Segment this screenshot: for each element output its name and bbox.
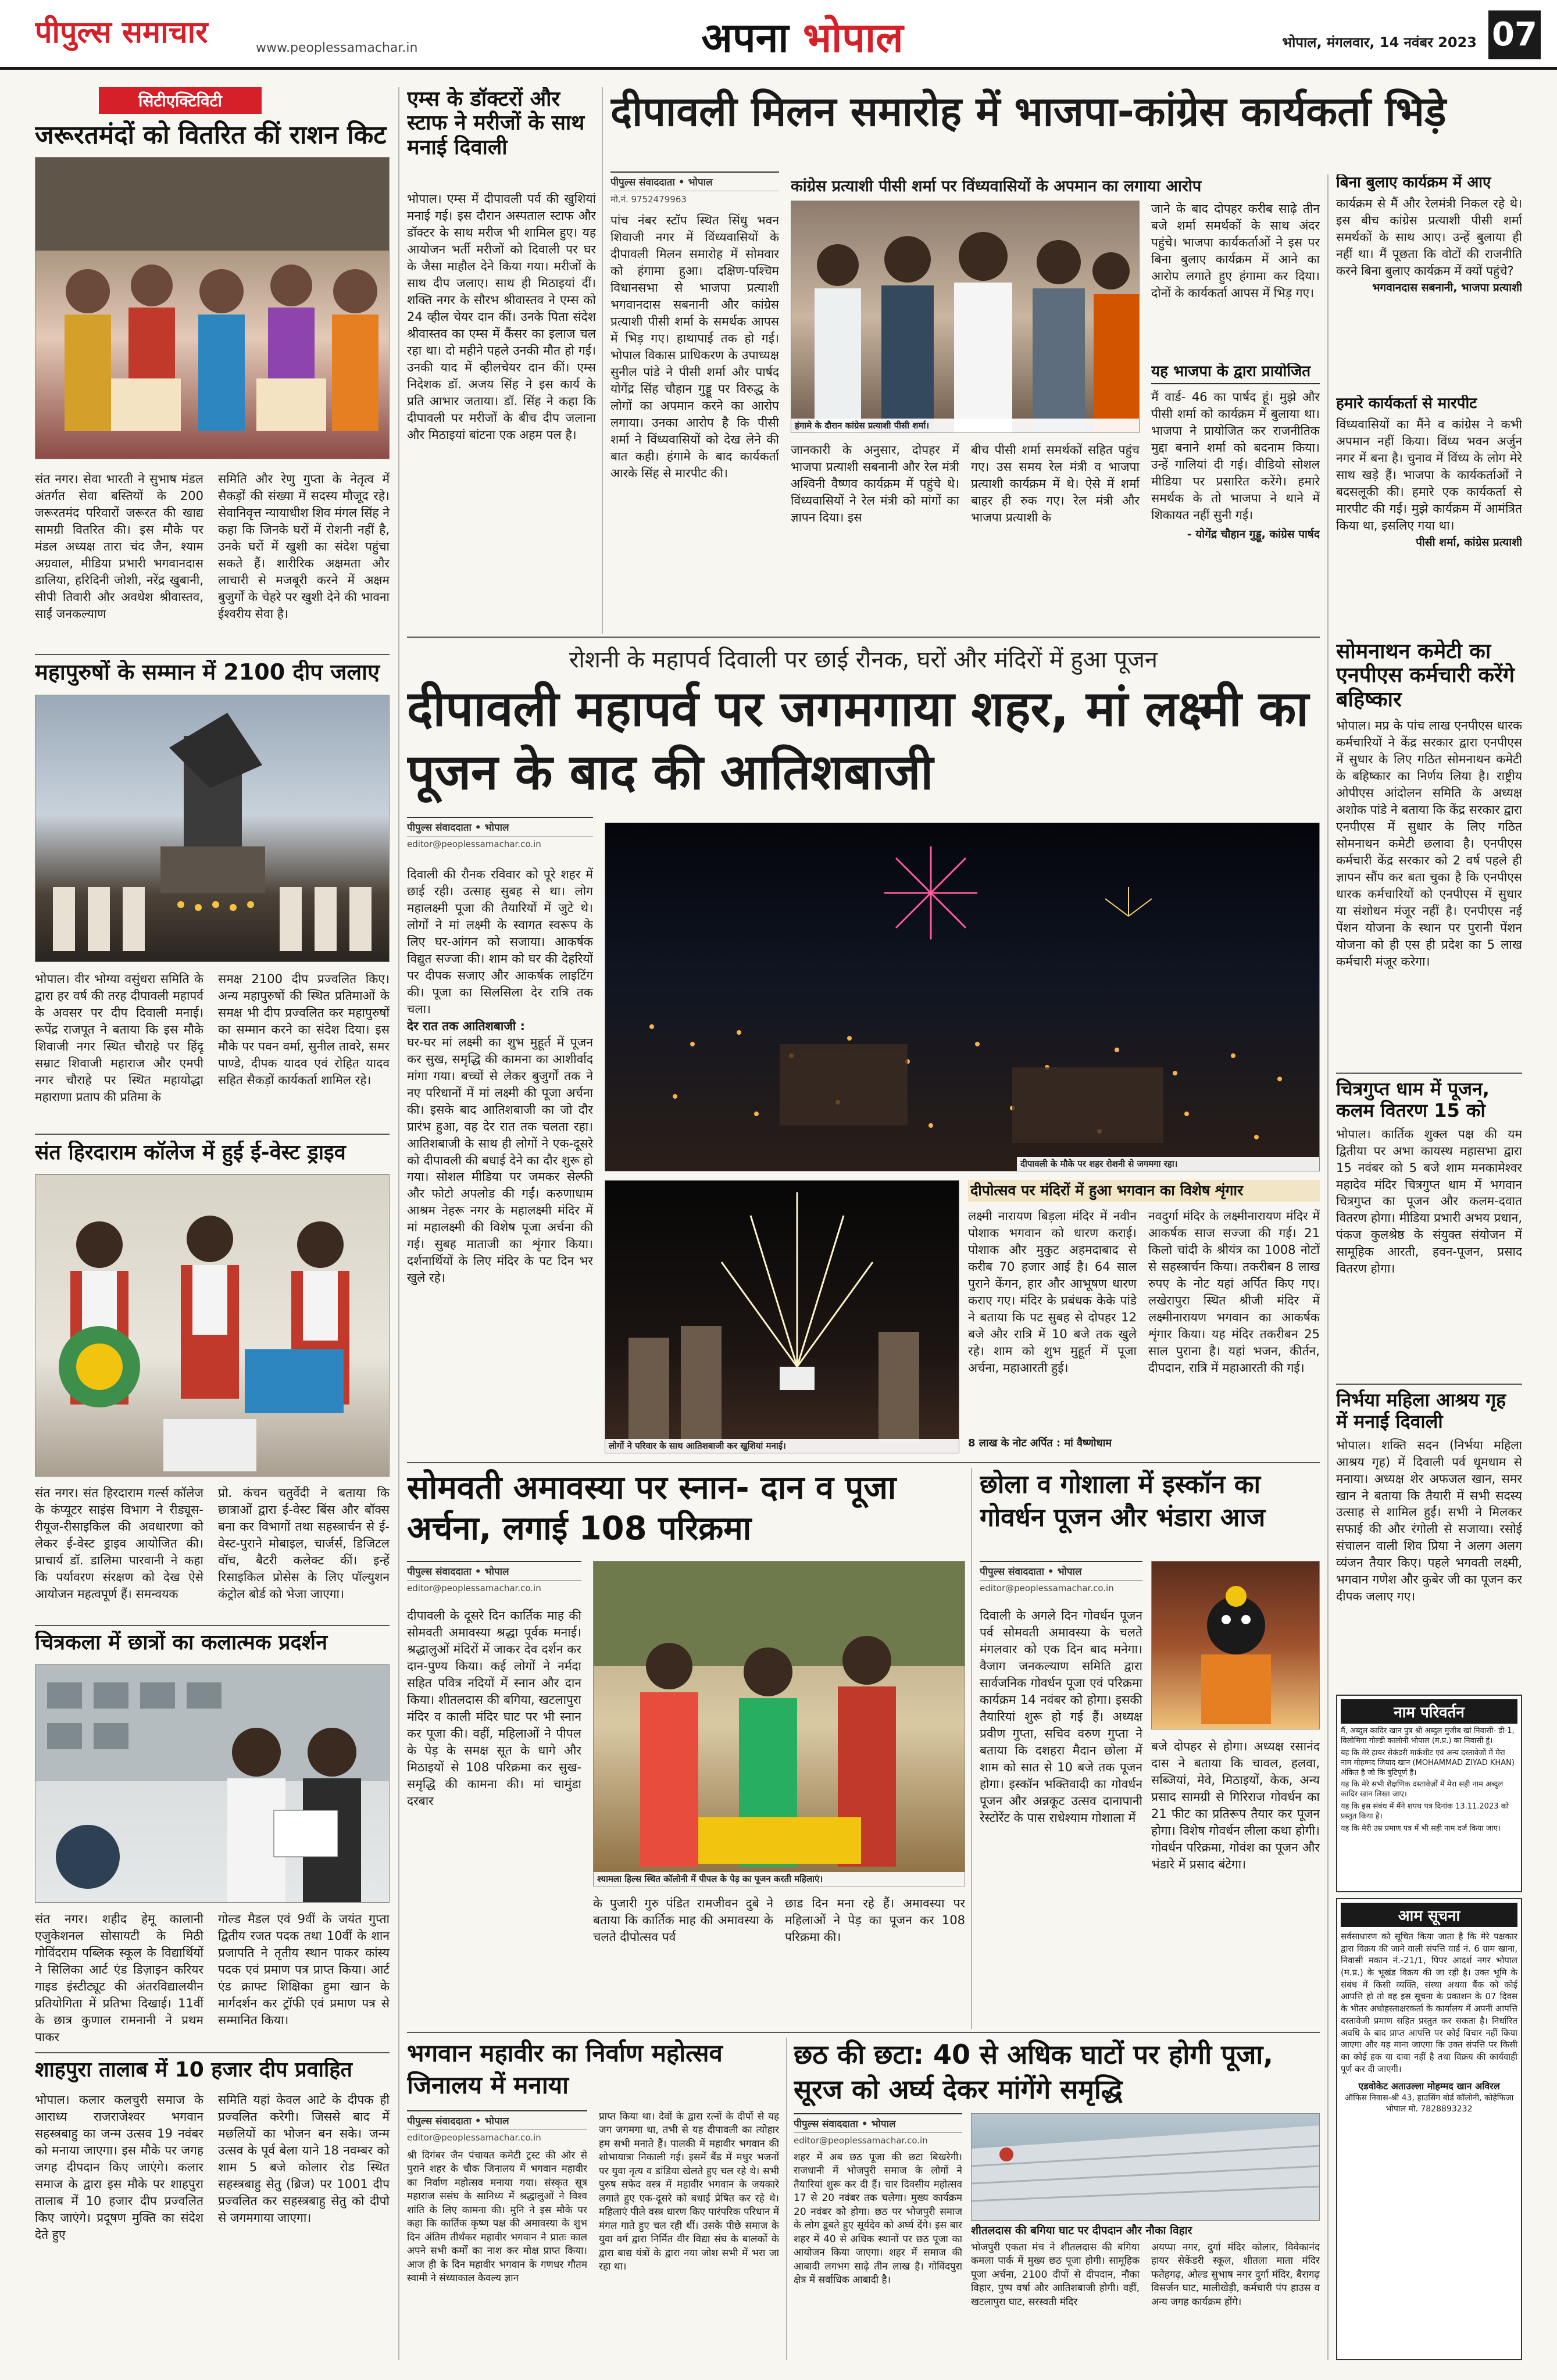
shahpura-body-1: भोपाल। कलार कलचुरी समाज के आराध्य राजराजेश्वर भगवान सहस्त्रबाहु का जन्म उत्सव 19 नवंबर को मनाया जाएगा। इस मौके पर जगह जगह दीपदान किए जाएंगे। कलार समाज के द्वारा इस मौके पर शाहपुरा तालाब में 10 हजार दीप प्रज्वलित किए जाएंगे। प्रदूषण मुक्ति का संदेश देते हुए [35, 2093, 203, 2242]
city-activity-section [35, 87, 390, 651]
diwali-byline-box [407, 817, 593, 863]
mahapurush-section [35, 660, 390, 1131]
milan-photo-art [791, 201, 1140, 433]
peepal-puja-caption: श्यामला हिल्स स्थित कॉलोनी में पीपल के पेड़ का पूजन करती महिलाएं। [594, 1872, 965, 1886]
iskcon-email[interactable]: editor@peoplessamachar.co.in [980, 1583, 1114, 1593]
diwali-kicker: रोशनी के महापर्व दिवाली पर छाई रौनक, घरों और मंदिरों में हुआ पूजन [569, 646, 1158, 673]
drawing-award-photo [35, 1664, 390, 1903]
divider [35, 2052, 390, 2053]
name-change-item: यह कि मेरी उम्र प्रमाण पत्र में भी सही नाम दर्ज किया जाए। [1341, 1824, 1501, 1834]
divider [407, 1462, 1320, 1463]
milan-side-quote-1 [1336, 174, 1522, 389]
chitragupt-body: भोपाल। कार्तिक शुक्ल पक्ष की यम द्वितीया पर अभा कायस्थ महासभा द्वारा 15 नवंबर को 5 बजे शाम मनकामेश्वर महादेव मंदिर चित्रगुप्त धाम में भगवान चित्रगुप्त का पूजन और कलम-दवात वितरण होगा। मीडिया प्रभारी अभय प्रधान, पंकज कुलश्रेष्ठ के संयुक्त संयोजन में सामूहिक आरती, हवन-पूजन, प्रसाद वितरण होगा। [1336, 1127, 1522, 1276]
public-notice-title: आम सूचना [1341, 1903, 1517, 1927]
govardhan-photo-art [1152, 1561, 1320, 1729]
amavasya-byline-box [407, 1561, 581, 1602]
ewaste-drive-photo [35, 1174, 390, 1477]
milan-body-1: पांच नंबर स्टॉप स्थित सिंधु भवन शिवाजी नगर में विंध्यवासियों के दीपावली मिलन समारोह में सोमवार को हंगामा हुआ। दक्षिण-पश्चिम विधानसभा से भाजपा प्रत्याशी भगवानदास सबनानी और कांग्रेस प्रत्याशी पीसी शर्मा के समर्थक आपस में भिड़ गए। हाथापाई तक हो गई। भोपाल विकास प्राधिकरण के उपाध्यक्ष सुनील पांडे ने पीसी शर्मा और पार्षद योगेंद्र सिंह चौहान गुड्डू पर विरुद्ध के लोगों का अपमान करने का आरोप लगाया। उनका आरोप है कि पीसी शर्मा ने विंध्यवासियों को देख लेने की बात कही। हंगामे के बाद कार्यकर्ता आरके सिंह से मारपीट की। [610, 213, 779, 480]
temple-body-2: नवदुर्गा मंदिर के लक्ष्मीनारायण मंदिर में आकर्षक साज सज्जा की गई। 21 किलो चांदी के श्रीयंत्र का 1008 नोटों से सहस्त्रार्चन किया। तकरीबन 8 लाख रुपए के नोट यहां अर्पित किए गए। लखेरापुरा स्थित श्रीजी मंदिर में लक्ष्मीनारायण भगवान का आकर्षक शृंगार किया। यह मंदिर तकरीबन 25 साल पुराना है। यहां भजन, कीर्तन, दीपदान, रात्रि में महाआरती की गई। [1148, 1209, 1320, 1375]
chitragupt-section [1336, 1078, 1522, 1381]
aiims-body: भोपाल। एम्स में दीपावली पर्व की खुशियां मनाई गई। इस दौरान अस्पताल स्टाफ और डॉक्टर के साथ मरीज भी शामिल हुए। यह आयोजन भर्ती मरीजों को दिवाली पर घर के जैसा माहौल देने किया गया। मरीजों के साथ दीप जलाए। साथ ही मिठाइयां दीं। शक्ति नगर के सौरभ श्रीवास्तव ने एम्स को 24 व्हील चेयर दान कीं। उनके पिता संदेश श्रीवास्तव का एम्स में कैंसर का इलाज चल रहा था। दो महीने पहले उनकी मौत हो गई। उनकी याद में व्हीलचेयर दान कीं। एम्स निदेशक डॉ. अजय सिंह ने इस कार्य के प्रति आभार जताया। डॉ. सिंह ने कहा कि दीपावली पर मरीजों के बीच दीप जलाना और मिठाइयां बांटना एक अहम पल है। [407, 192, 596, 442]
mahavir-section [407, 2038, 779, 2363]
divider [407, 637, 1320, 638]
chhath-body-3: अयप्पा नगर, दुर्गा मंदिर कोलार, विवेकानंद हायर सेकेंडरी स्कूल, शीतला माता मंदिर फतेहगढ़, ओल्ड सुभाष नगर दुर्गा मंदिर, बैरागढ़ विसर्जन घाट, मालीखेड़ी, कर्मचारी पंप हाउस व अन्य जगह कार्यक्रम होंगे। [1151, 2242, 1320, 2308]
iskcon-section [980, 1468, 1320, 2029]
column-rule [398, 87, 399, 2360]
name-change-item: यह कि मेरे हायर सेकंडरी मार्कशीट एवं अन्य दस्तावेजों में मेरा नाम मोहम्मद जियाद खान (MOHAMMAD ZIYAD KHAN) अंकित है जो कि त्रुटिपूर्ण है। [1341, 1748, 1515, 1777]
mahavir-email[interactable]: editor@peoplessamachar.co.in [407, 2132, 541, 2143]
divider [1336, 1384, 1522, 1385]
milan-conspiracy-head: यह भाजपा के द्वारा प्रायोजित [1151, 363, 1320, 384]
milan-side1-sig: भगवानदास सबनानी, भाजपा प्रत्याशी [1372, 281, 1522, 294]
peepal-puja-photo [593, 1561, 965, 1886]
city-activity-title: जरूरतमंदों को वितरित कीं राशन किट [35, 120, 387, 150]
diwali-email[interactable]: editor@peoplessamachar.co.in [407, 839, 541, 849]
ewaste-title: संत हिरदाराम कॉलेज में हुई ई-वेस्ट ड्राइव [35, 1141, 346, 1164]
nirbhaya-section [1336, 1389, 1522, 1692]
chhath-section [794, 2038, 1320, 2363]
amavasya-body-2: के पुजारी गुरु पंडित रामजीवन दुबे ने बताया कि कार्तिक माह की अमावस्या के चलते दीपोत्सव पर्व [593, 1896, 773, 1944]
city-activity-label: सिटीएक्टिविटी [99, 87, 262, 114]
diwali-headline: दीपावली महापर्व पर जगमगाया शहर, मां लक्ष्मी का पूजन के बाद की आतिशबाजी [407, 680, 1309, 801]
mahapurush-body-2: समक्ष 2100 दीप प्रज्वलित किए। अन्य महापुरुषों की स्थित प्रतिमाओं के समक्ष भी दीप प्रज्वलित कर महापुरुषों का सम्मान करने का संदेश दिया। इस मौके पर पवन वर्मा, सुनील तावरे, समर पाण्डे, दीपक यादव एवं रोहित यादव सहित सैकड़ों कार्यकर्ता शामिल रहे। [218, 972, 390, 1087]
ration-kit-photo [35, 157, 390, 459]
puja-photo-art [594, 1561, 965, 1886]
iskcon-body-1: दिवाली के अगले दिन गोवर्धन पूजन पर्व सोमवती अमावस्या के चलते मंगलवार को एक दिन बाद मनेगा। वैजाग जनकल्याण समिति द्वारा सार्वजनिक गोवर्धन पूजा एवं परिक्रमा कार्यक्रम 14 नवंबर को होगा। इसकी तैयारियां शुरू हो गई हैं। अध्यक्ष प्रवीण गुप्ता, सचिव वरुण गुप्ता ने बताया कि दशहरा मैदान छोला में शाम को सात से 10 बजे तक पूजन होगा। इस्कॉन भक्तिवादी का गोवर्धन पूजन और अन्नकूट उत्सव दानापानी रेस्टोरेंट के पास राधेश्याम गोशाला में [980, 1609, 1142, 1825]
chhath-byline: पीपुल्स संवाददाता • भोपाल [794, 2113, 962, 2133]
column-rule [602, 87, 603, 634]
aiims-section [407, 87, 596, 634]
milan-photo [791, 201, 1140, 433]
diwali-subhead-1: देर रात तक आतिशबाजी : [407, 1019, 526, 1033]
chhath-body-2: भोजपुरी एकता मंच ने शीतलदास की बगिया कमला पार्क में मुख्य छठ पूजा होगी। सामूहिक पूजा अर्चना, 2100 दीपों से दीपदान, नौका विहार, पुष्प वर्षा और आतिशबाजी होगी। वहीं, खटलापुरा घाट, सरस्वती मंदिर [971, 2242, 1140, 2308]
family-fireworks-photo [605, 1180, 959, 1453]
milan-side2-head: हमारे कार्यकर्ता से मारपीट [1336, 395, 1477, 412]
milan-side2-body: विंध्यवासियों का मैंने व कांग्रेस ने कभी अपमान नहीं किया। विंध्य भवन अर्जुन नगर में बना है। चुनाव में विंध्य के लोग मेरे साथ खड़े हैं। भाजपा के कार्यकर्ताओं ने बदसलूकी की। हमारे एक कार्यकर्ता से मारपीट की गई। मुझे कार्यक्रम में आमंत्रित किया था, इसलिए गया था। [1336, 417, 1522, 533]
amavasya-body-3: छाड दिन मना रहे हैं। अमावस्या पर महिलाओं ने पेड़ का पूजन कर 108 परिक्रमा की। [785, 1896, 965, 1944]
amavasya-body-1: दीपावली के दूसरे दिन कार्तिक माह की सोमवती अमावस्या श्रद्धा पूर्वक मनाई। श्रद्धालुओं मंदिरों में जाकर देव दर्शन कर दान-पुण्य किया। कई लोगों ने नर्मदा सहित पवित्र नदियों में स्नान और दान किया। शीतलदास की बगिया, खटलापुरा मंदिर व काली मंदिर घाट पर भी स्नान कर पूजा की। वहीं, महिलाओं ने पीपल के पेड़ के समक्ष सूत के धागे और मिठाइयों से 108 परिक्रमा कर सुख-समृद्धि की कामना की। मां चामुंडा दरबार [407, 1609, 581, 1808]
shivaji-statue-photo [35, 695, 390, 962]
nirbhaya-title: निर्भया महिला आश्रय गृह में मनाई दिवाली [1336, 1389, 1506, 1432]
shahpura-section [35, 2058, 390, 2360]
milan-photo-caption: हंगामे के दौरान कांग्रेस प्रत्याशी पीसी शर्मा। [791, 419, 1139, 433]
public-notice-body: सर्वसाधारण को सूचित किया जाता है कि मेरे पक्षकार द्वारा विक्रय की जाने वाली संपत्ति वार्ड नं. 6 ग्राम खाना, निवासी मकान नं.-21/1, पिपर आदर्श नगर भोपाल (म.प्र.) के भूखंड विक्रय की जा रही है। उक्त भूमि के संबंध में किसी व्यक्ति, संस्था अथवा बैंक को कोई आपत्ति हो तो वह इस सूचना के प्रकाशन के 07 दिवस के भीतर अधोहस्ताक्षरकर्ता के कार्यालय में अपनी आपत्ति दस्तावेजी प्रमाण सहित प्रस्तुत कर सकता है। निर्धारित अवधि के बाद प्राप्त आपत्ति पर कोई विचार नहीं किया जाएगा और यह माना जाएगा कि उक्त संपत्ति पर किसी का कोई हक या दावा नहीं है तथा विक्रय की कार्यवाही पूर्ण कर दी जाएगी। [1341, 1931, 1517, 2074]
chhath-email[interactable]: editor@peoplessamachar.co.in [794, 2135, 928, 2146]
ewaste-section [35, 1141, 390, 1623]
amavasya-section [407, 1468, 965, 2029]
diwali-text-column [407, 866, 593, 1453]
chitrakala-body-1: संत नगर। शहीद हेमू कालानी एजुकेशनल सोसायटी के मिठी गोविंदराम पब्लिक स्कूल के विद्यार्थियों ने सिलिका आर्ट एंड डिज़ाइन करियर गाइड इंस्टीट्यूट की अंतरविद्यालयीन प्रतियोगिता में प्रतिभा दिखाई। 11वीं के छात्र कुणाल रामनानी ने प्रथम पाकर [35, 1912, 203, 2044]
milan-headline: दीपावली मिलन समारोह में भाजपा-कांग्रेस कार्यकर्ता भिड़े [610, 88, 1447, 135]
chhath-headline: छठ की छटा: 40 से अधिक घाटों पर होगी पूजा, सूरज को अर्घ्य देकर मांगेंगे समृद्धि [794, 2039, 1273, 2105]
family-photo-art [605, 1181, 959, 1453]
name-change-notice [1336, 1695, 1522, 1892]
iskcon-body-2: बजे दोपहर से होगा। अध्यक्ष रसानंद दास ने बताया कि चावल, हलवा, सब्जियां, मेवे, मिठाइयों, केक, अन्य प्रसाद सामग्री से गिरिराज गोवर्धन का 21 फीट का प्रतिरूप तैयार कर पूजन होगा। विशेष गोवर्धन लीला कथा होगी। गोवर्धन परिक्रमा, गोवंश का पूजन और भंडारे में प्रसाद बंटेगा। [1151, 1739, 1320, 1871]
column-rule [786, 2038, 787, 2360]
mahavir-body-2: प्राप्त किया था। देवों के द्वारा रत्नों के दीपों से यह जग जगमगा था, तभी से यह दीपावली का त्योहार हम सभी मनाते हैं। पालकी में महावीर भगवान की शोभायात्रा निकाली गई। इसमें बैंड में मधुर भजनों पर युवा नृत्य व डांडिया खेलते हुए चल रहे थे। सभी पुरुष सफेद वस्त्र में महावीर भगवान के जयकारे लगाते हुए एक-दूसरे को बधाई प्रेषित कर रहे थे। महिलाएं पीले वस्त्र धारण किए पारंपरिक परिधान में मंगल गाते हुए चल रही थीं। उसके पीछे समाज के युवा वर्ग द्वारा निर्मित वीर विद्या संघ के बालकों के द्वारा बाद्य यंत्रों के द्वारा नया जोश सभी में भरा जा रहा था। [599, 2111, 779, 2272]
chitragupt-title: चित्रगुप्त धाम में पूजन, कलम वितरण 15 को [1336, 1078, 1490, 1121]
chhath-ghat-photo [971, 2113, 1320, 2221]
divider [1336, 1073, 1522, 1074]
ewaste-body-2: प्रो. कंचन चतुर्वेदी ने बताया कि छात्राओं द्वारा ई-वेस्ट बिंस और बॉक्स बना कर विभागों तथा सहस्त्रार्चन से ई-वेस्ट-पुराने मोबाइल, चार्जर्स, डिजिटल वॉच, बैटरी कलेक्ट कीं। इन्हें रिसाइकिल प्रोसेस के लिए पॉल्युशन कंट्रोल बोर्ड को भेजा जाएगा। [218, 1486, 390, 1601]
paper-logo [35, 10, 291, 57]
chitrakala-body-2: गोल्ड मैडल एवं 9वीं के जयंत गुप्ता द्वितीय रजत पदक तथा 10वीं के शान प्रजापति ने तृतीय स्थान पाकर कांस्य पदक एवं प्रमाण पत्र प्राप्त किया। आर्ट एंड क्राफ्ट शिक्षिका हुमा खान के मार्गदर्शन कर ट्रॉफी एवं प्रमाण पत्र से सम्मानित किया। [218, 1912, 390, 2027]
public-notice [1336, 1898, 1522, 2360]
statue-photo-art [35, 695, 390, 962]
somnath-title: सोमनाथन कमेटी का एनपीएस कर्मचारी करेंगे बहिष्कार [1336, 639, 1515, 712]
fireworks-city-caption: दीपावली के मौके पर शहर रोशनी से जगमगा रहा। [1017, 1157, 1319, 1171]
ghat-photo-art [972, 2114, 1320, 2221]
diwali-byline: पीपुल्स संवाददाता • भोपाल [407, 817, 593, 837]
mahavir-headline: भगवान महावीर का निर्वाण महोत्सव जिनालय में मनाया [407, 2039, 723, 2099]
milan-side2-sig: पीसी शर्मा, कांग्रेस प्रत्याशी [1416, 535, 1522, 549]
milan-conspiracy-body: मैं वार्ड- 46 का पार्षद हूं। मुझे और पीसी शर्मा को कार्यक्रम में बुलाया था। भाजपा ने प्रायोजित कर राजनीतिक मुद्दा बनाने शर्मा को बदनाम किया। उन्हें गालियां दी गई। वीडियो सोशल मीडिया पर प्रसारित करेंगे। हमारे समर्थक के तो भाजपा ने थाने में शिकायत नहीं सुनी गई। [1151, 389, 1320, 522]
name-change-item: यह कि मेरे सभी शैक्षणिक दस्तावेज़ों में मेरा सही नाम अब्दुल कादिर खान लिखा जाए। [1341, 1780, 1504, 1799]
public-notice-sig: एडवोकेट अताउल्ला मोहम्मद खान अविरल [1358, 2081, 1500, 2092]
amavasya-email[interactable]: editor@peoplessamachar.co.in [407, 1583, 541, 1593]
chitrakala-title: चित्रकला में छात्रों का कलात्मक प्रदर्शन [35, 1631, 328, 1654]
amavasya-headline: सोमवती अमावस्या पर स्नान- दान व पूजा अर्चना, लगाई 108 परिक्रमा [407, 1469, 897, 1548]
diwali-body-2: घर-घर मां लक्ष्मी का शुभ मुहूर्त में पूजन कर सुख, समृद्धि की कामना का आशीर्वाद मांगा गया। बच्चों से लेकर बुजुर्गों तक ने नए परिधानों में मां लक्ष्मी की पूजा अर्चना की। इसके बाद आतिशबाजी का जो दौर प्रारंभ हुआ, वह देर रात तक चलता रहा। आतिशबाजी के साथ ही लोगों ने एक-दूसरे को दीपावली की बधाई देने का दौर शुरू हो गया। सोशल मीडिया पर जमकर सेल्फी और फोटो अपलोड की गईं। करुणाधाम आश्रम नेहरू नगर के महालक्ष्मी मंदिर में मां महालक्ष्मी की विशेष पूजा अर्चना की गई। सुबह माताजी का शृंगार किया। दर्शनार्थियों के लिए मंदिर के पट दिन भर खुले रहे। [407, 1035, 593, 1285]
ewaste-photo-art [35, 1175, 390, 1477]
nirbhaya-body: भोपाल। शक्ति सदन (निर्भया महिला आश्रय गृह) में दिवाली पर्व धूमधाम से मनाया। अध्यक्ष शेर अफजल खान, समर खान ने बताया कि तैयारी में सभी सदस्य उत्साह से शामिल हुईं। सभी ने मिलकर सफाई की और रंगोली से सजाया। रसोई संचालन वाली शिव प्रिया ने अलग अलग व्यंजन तैयार किए। पहले भगवती लक्ष्मी, भगवान गणेश और कुबेर जी का पूजन कर दीपक जलाए गए। [1336, 1438, 1522, 1604]
award-photo-art [35, 1665, 390, 1903]
ration-photo-art [35, 158, 390, 459]
milan-mobile: मो.नं. 9752479963 [610, 194, 687, 205]
section-title: अपना भोपाल [701, 14, 904, 60]
column-rule [1327, 174, 1329, 2360]
ewaste-body-1: संत नगर। संत हिरदाराम गर्ल्स कॉलेज के कंप्यूटर साइंस विभाग ने रीड्यूस-रीयूज-रीसाइकिल की अवधारणा को लेकर ई-वेस्ट ड्राइव आयोजित की। प्राचार्य डॉ. डालिमा पारवानी ने कहा कि पर्यावरण संरक्षण को देख ऐसे आयोजन महत्वपूर्ण हैं। समन्वयक [35, 1486, 203, 1601]
chhath-body-1: शहर में अब छठ पूजा की छटा बिखरेगी। राजधानी में भोजपुरी समाज के लोगों ने तैयारियां शुरू कर दी हैं। चार दिवसीय महोत्सव 17 से 20 नवंबर तक चलेगा। मुख्य कार्यक्रम 20 नवंबर को होगा। छठ पर भोजपुरी समाज के लोग डूबते हुए सूर्यदेव को अर्घ्य देंगे। इस बार शहर में 40 से अधिक स्थानों पर छठ पूजा का आयोजन किया जाएगा। शहर में समाज की आबादी लगभग साढ़े तीन लाख है। गोविंदपुरा क्षेत्र में सर्वाधिक आबादी है। [794, 2152, 962, 2286]
shahpura-body-2: समिति यहां केवल आटे के दीपक ही प्रज्वलित करेगी। जिससे बाद में मछलियों का भोजन बन सके। जन्म उत्सव के पूर्व बेला याने 18 नवम्बर को शाम 5 बजे कोलार रोड स्थित सहस्त्रबाहु सेतु (ब्रिज) पर 1001 दीप प्रज्वलित कर सहस्त्रबाहु सेतु को दीपो से जगमगाया जाएगा। [218, 2093, 390, 2225]
iskcon-byline: पीपुल्स संवाददाता • भोपाल [980, 1561, 1142, 1581]
public-notice-address: ऑफिस निवास-श्री 43, हाउसिंग बोर्ड कॉलोनी, कोहेफिजा भोपाल मो. 7828893232 [1344, 2093, 1514, 2114]
divider [35, 654, 390, 655]
divider [35, 1134, 390, 1135]
iskcon-headline: छोला व गोशाला में इस्कॉन का गोवर्धन पूजन और भंडारा आज [980, 1470, 1266, 1533]
aiims-title: एम्स के डॉक्टरों और स्टाफ ने मरीजों के साथ मनाई दिवाली [407, 87, 585, 159]
chitrakala-section [35, 1631, 390, 2049]
page-number: 07 [1488, 10, 1541, 59]
divider [407, 2032, 1320, 2033]
divider [35, 1625, 390, 1626]
milan-side-quote-2 [1336, 395, 1522, 628]
mahavir-byline: पीपुल्स संवाददाता • भोपाल [407, 2110, 587, 2130]
masthead [0, 0, 1557, 70]
temple-headline: दीपोत्सव पर मंदिरों में हुआ भगवान का विशेष शृंगार [968, 1180, 1320, 1202]
temple-body-1: लक्ष्मी नारायण बिड़ला मंदिर में नवीन पोशाक भगवान को धारण कराई। पोशाक और मुकुट अहमदाबाद से करीब 70 हजार आई है। 64 साल पुराने केंगन, हार और आभूषण धारण कराए गए। मंदिर के प्रबंधक केके पांडे ने बताया कि पट सुबह से दोपहर 12 बजे और रात्रि में 10 बजे तक खुले रहे। शाम को शुभ मुहूर्त में पूजा अर्चना, महाआरती हुई। [968, 1209, 1137, 1375]
amavasya-byline: पीपुल्स संवाददाता • भोपाल [407, 1561, 581, 1581]
mahavir-byline-box [407, 2110, 587, 2146]
fireworks-city-photo [605, 823, 1320, 1171]
fireworks-photo-art [605, 823, 1320, 1171]
milan-conspiracy-box [1151, 363, 1320, 631]
name-change-item: मैं, अब्दुल कादिर खान पुत्र श्री अब्दुल मुजीब खां निवासी- डी-1, विलोमिगा गोल्डी कालोनी भोपाल (म.प्र.) का निवासी हूं। [1341, 1727, 1515, 1745]
milan-body-3: बीच पीसी शर्मा समर्थकों सहित पहुंच गए। उस समय रेल मंत्री व भाजपा प्रत्याशी कार्यक्रम में थे। ऐसे में शर्मा बाहर ही रुक गए। रेल मंत्री और भाजपा प्रत्याशी के [971, 443, 1140, 524]
mahavir-body-1: श्री दिगंबर जैन पंचायत कमेटी ट्रस्ट की ओर से पुराने शहर के चौक जिनालय में भगवान महावीर का निर्वाण महोत्सव मनाया गया। संस्कृत सूत्र महाराज ससंघ के सानिध्य में श्रद्धालुओं ने विश्व शांति के लिए कामना की। मुनि ने इस मौके पर कहा कि कार्तिक कृष्ण पक्ष की अमावस्या के शुभ दिन अंतिम तीर्थंकर महावीर भगवान ने प्रातः काल अपने सभी कर्मों का नाश कर मोक्ष प्राप्त किया। आज ही के दिन महावीर भगवान के गणधर गौतम स्वामी ने संध्याकाल कैवल्य ज्ञान [407, 2150, 587, 2285]
temple-section [968, 1180, 1320, 1453]
milan-body-2: जानकारी के अनुसार, दोपहर में भाजपा प्रत्याशी सबनानी और रेल मंत्री अश्विनी वैष्णव कार्यक्रम में पहुंचे थे। विंध्यवासियों ने रेल मंत्री को मांगों का ज्ञापन दिया। इस [791, 443, 959, 524]
city-activity-body-1: संत नगर। सेवा भारती ने सुभाष मंडल अंतर्गत सेवा बस्तियों के 200 जरूरतमंद परिवारों जरूरत की खाद्य सामग्री वितरित की। इस मौके पर मंडल अध्यक्ष तारा चंद जैन, श्याम अग्रवाल, मीडिया प्रभारी भगवानदास डालिया, हरिदिनी जोशी, नरेंद्र खुबानी, सीपी तिवारी और अवधेश श्रीवास्तव, साईं जनकल्याण [35, 472, 203, 621]
milan-subhead: कांग्रेस प्रत्याशी पीसी शर्मा पर विंध्यवासियों के अपमान का लगाया आरोप [791, 177, 1202, 195]
temple-sig: 8 लाख के नोट अर्पित : मां वैष्णोधाम [968, 1437, 1112, 1449]
column-rule [971, 1468, 972, 2029]
govardhan-photo [1151, 1561, 1320, 1729]
paper-name: पीपुल्स समाचार [35, 15, 208, 50]
milan-side1-body: कार्यक्रम से मैं और रेलमंत्री निकल रहे थे। इस बीच कांग्रेस प्रत्याशी पीसी शर्मा समर्थकों के साथ आए। उन्हें बुलाया ही नहीं था। मैं पूछता कि वोटों की राजनीति करने बिना बुलाए कार्यक्रम में क्यों पहुंचे? [1336, 196, 1522, 278]
mahapurush-title: महापुरुषों के सम्मान में 2100 दीप जलाए [35, 660, 380, 685]
diwali-body-1: दिवाली की रौनक रविवार को पूरे शहर में छाई रही। उत्साह सुबह से था। लोग महालक्ष्मी पूजा की तैयारियों में जुटे थे। लोगों ने मां लक्ष्मी के स्वागत स्वरूप के लिए घर-आंगन को सजाया। आकर्षक विद्युत सज्जा की। शाम को घर की देहरियों पर दीपक सजाए और आकर्षक लाइटिंग की। पूजा का सिलसिला देर रात्रि तक चला। [407, 867, 593, 1016]
milan-byline: पीपुल्स संवाददाता • भोपाल [610, 171, 779, 191]
somnath-body: भोपाल। मप्र के पांच लाख एनपीएस धारक कर्मचारियों ने केंद्र सरकार द्वारा एनपीएस में सुधार के लिए गठित सोमनाथन कमेटी के बहिष्कार का निर्णय लिया है। राष्ट्रीय ओपीएस आंदोलन समिति के अध्यक्ष अशोक पांडे ने बताया कि केंद्र सरकार द्वारा एनपीएस में सुधार के लिए गठित सोमनाथन कमेटी छलावा है। एनपीएस कर्मचारी केंद्र सरकार को 2 वर्ष पहले ही ज्ञापन सौंप कर बता चुका है कि एनपीएस धारक कर्मचारियों को एनपीएस में सुधार या संशोधन मंजूर नहीं है। एनपीएस नई पेंशन योजना के स्थान पर पुरानी पेंशन योजना को ही एस ही प्रदेश का 5 लाख कर्मचारी मंजूर करेगा। [1336, 719, 1522, 969]
iskcon-byline-box [980, 1561, 1142, 1602]
family-fireworks-caption: लोगों ने परिवार के साथ आतिशबाजी कर खुशियां मनाई। [605, 1439, 959, 1453]
shahpura-title: शाहपुरा तालाब में 10 हजार दीप प्रवाहित [35, 2058, 352, 2082]
somnath-section [1336, 639, 1522, 1070]
milan-body-4: जाने के बाद दोपहर करीब साढ़े तीन बजे शर्मा समर्थकों के साथ अंदर पहुंचे। भाजपा कार्यकर्ताओं ने इस पर बिना बुलाए कार्यक्रम में आने का आरोप लगाते हुए हंगामा कर दिया। दोनों के कार्यकर्ता आपस में भिड़ गए। [1151, 202, 1320, 300]
dateline: भोपाल, मंगलवार, 14 नवंबर 2023 [1282, 34, 1477, 51]
milan-byline-box [610, 171, 779, 206]
chhath-byline-box [794, 2113, 962, 2148]
paper-url[interactable]: www.peoplessamachar.in [256, 41, 418, 55]
name-change-item: यह कि इस संबंध में मैंने शपथ पत्र दिनांक 13.11.2023 को प्रस्तुत किया है। [1341, 1802, 1509, 1821]
milan-conspiracy-sig: - योगेंद्र चौहान गुड्डू, कांग्रेस पार्षद [1187, 527, 1320, 541]
name-change-title: नाम परिवर्तन [1341, 1699, 1517, 1724]
chhath-photo-caption: शीतलदास की बगिया घाट पर दीपदान और नौका विहार [971, 2224, 1192, 2237]
milan-side1-head: बिना बुलाए कार्यक्रम में आए [1336, 174, 1491, 191]
mahapurush-body-1: भोपाल। वीर भोग्या वसुंधरा समिति के द्वारा हर वर्ष की तरह दीपावली महापर्व के अवसर पर दीप दिवाली मनाई। रूपेंद्र राजपूत ने बताया कि इस मौके शिवाजी नगर स्थित चौराहे पर हिंदू सम्राट शिवाजी महाराज और एमपी नगर चौराहे पर स्थित महायोद्धा महाराणा प्रताप की प्रतिमा के [35, 972, 203, 1104]
city-activity-body-2: समिति और रेणु गुप्ता के नेतृत्व में सैकड़ों की संख्या में सदस्य मौजूद रहे। सेवानिवृत्त न्यायाधीश शिव मंगल सिंह ने कहा कि जिनके घरों में रोशनी नहीं है, उनके घरों में खुशी का संदेश पहुंचा सकते हैं। शारीरिक अक्षमता और लाचारी से मजबूरी करने में अक्षम बुजुर्गों के चेहरे पर खुशी देने की भावना ईश्वरीय सेवा है। [218, 472, 390, 621]
